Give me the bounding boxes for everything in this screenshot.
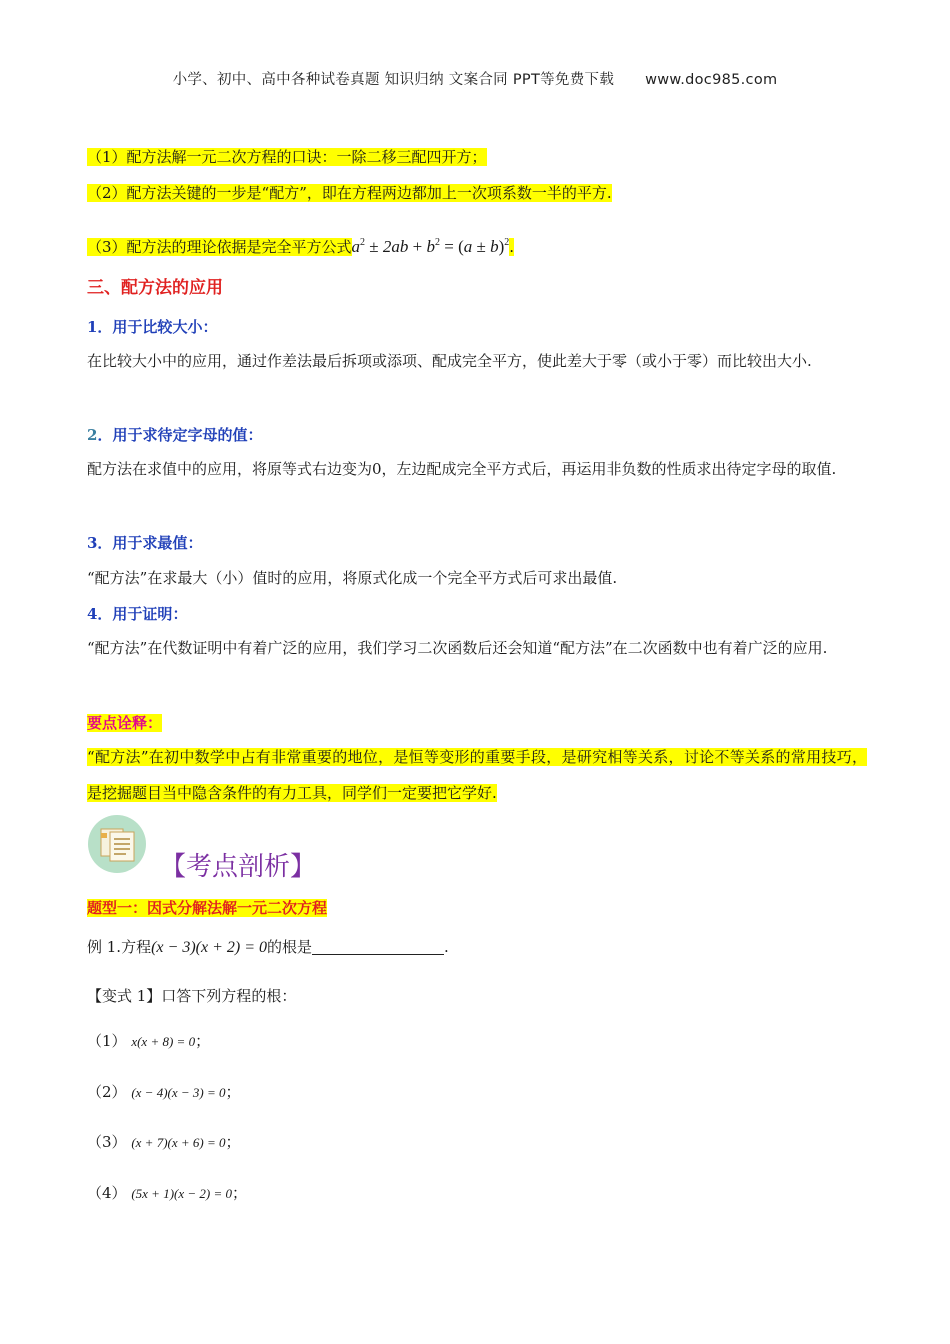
- tip-3: （3）配方法的理论依据是完全平方公式$a^2 \pm 2ab + b^2 = (a \pm b)^2$.: [87, 237, 515, 256]
- item-3-body: “配方法”在求最大（小）值时的应用，将原式化成一个完全平方式后可求出最值.: [87, 569, 618, 587]
- tip-1: （1）配方法解一元二次方程的口诀：一除二移三配四开方；: [87, 148, 487, 166]
- item-4-body: “配方法”在代数证明中有着广泛的应用，我们学习二次函数后还会知道“配方法”在二次函数中也有着广泛的应用.: [87, 639, 828, 657]
- analysis-title: 【考点剖析】: [160, 852, 317, 882]
- variant-item-4: （4） (5x + 1)(x − 2) = 0；: [87, 1184, 248, 1202]
- variant-item-1: （1） x(x + 8) = 0；: [87, 1032, 211, 1050]
- perfect-square-formula: $a^2 \pm 2ab + b^2 = (a \pm b)^2$: [351, 237, 510, 256]
- variant-item-3: （3） (x + 7)(x + 6) = 0；: [87, 1133, 241, 1151]
- type1-label: 题型一：因式分解法解一元二次方程: [87, 899, 328, 917]
- header-text: 小学、初中、高中各种试卷真题 知识归纳 文案合同 PPT等免费下载: [172, 72, 615, 88]
- tip-2: （2）配方法关键的一步是“配方”，即在方程两边都加上一次项系数一半的平方.: [87, 184, 612, 202]
- item-2-heading: 2．用于求待定字母的值：: [87, 426, 263, 444]
- variant-1-label: 【变式 1】口答下列方程的根：: [87, 987, 297, 1005]
- variant-item-2: （2） (x − 4)(x − 3) = 0；: [87, 1083, 241, 1101]
- item-1-body: 在比较大小中的应用，通过作差法最后拆项或添项、配成完全平方，使此差大于零（或小于零）而比较出大小.: [87, 352, 812, 370]
- example-1-formula: (x − 3)(x + 2) = 0: [151, 939, 267, 956]
- item-2-body: 配方法在求值中的应用，将原等式右边变为0，左边配成完全平方式后，再运用非负数的性质求出待定字母的取值.: [87, 460, 837, 478]
- document-folder-icon: [88, 815, 146, 873]
- item-4-heading: 4．用于证明：: [87, 605, 188, 623]
- example-1: 例 1.方程(x − 3)(x + 2) = 0的根是 .: [87, 938, 449, 956]
- key-points-body: “配方法”在初中数学中占有非常重要的地位，是恒等变形的重要手段，是研究相等关系，讨论不等关系的常用技巧，是挖掘题目当中隐含条件的有力工具，同学们一定要把它学好.: [87, 748, 867, 802]
- section-title: 三、配方法的应用: [87, 278, 223, 298]
- answer-blank[interactable]: [312, 938, 444, 955]
- key-points-label: 要点诠释：: [87, 714, 163, 732]
- item-3-heading: 3．用于求最值：: [87, 534, 203, 552]
- page-header: [0, 68, 950, 89]
- item-1-heading: 1．用于比较大小：: [87, 318, 218, 336]
- header-url[interactable]: www.doc985.com: [645, 72, 778, 88]
